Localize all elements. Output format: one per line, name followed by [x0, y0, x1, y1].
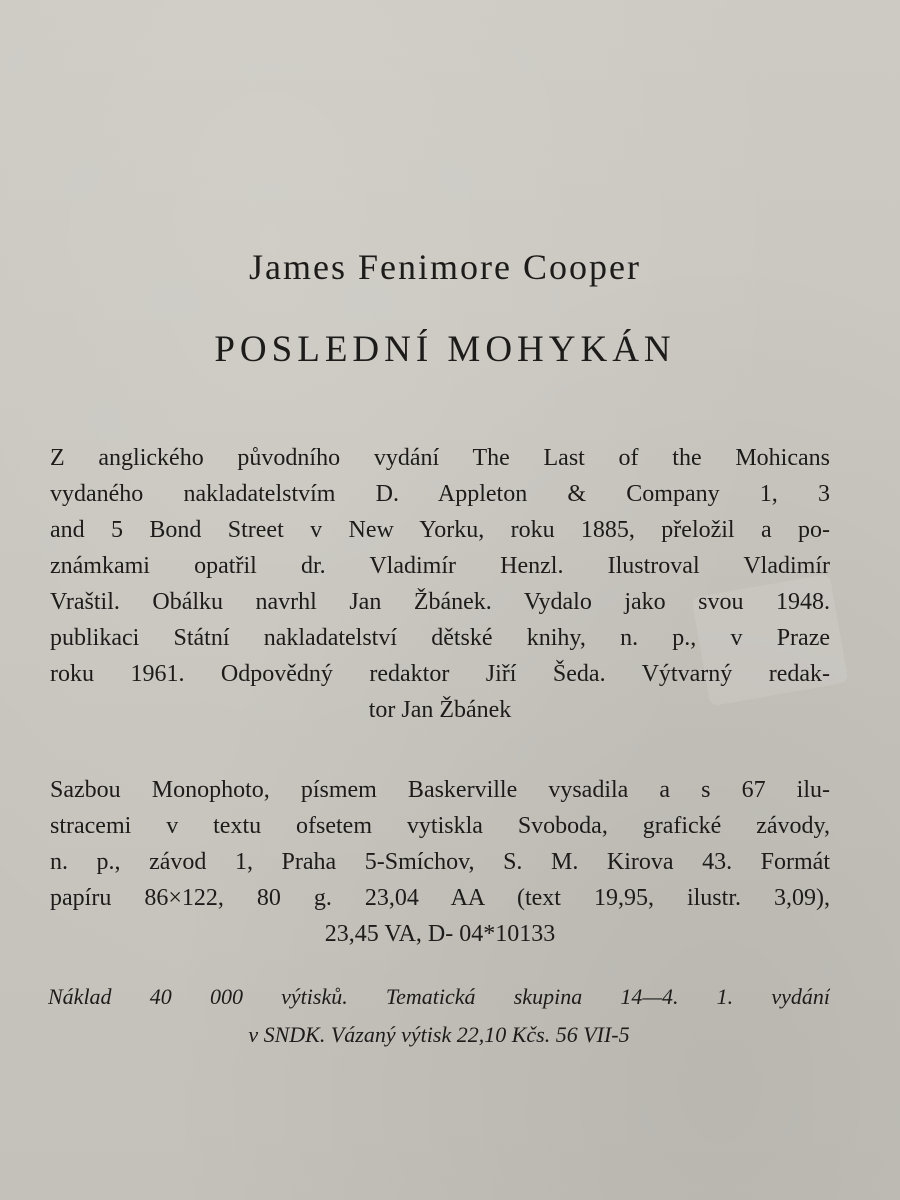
imprint-line: známkami opatřil dr. Vladimír Henzl. Ilustroval Vladimír: [50, 553, 830, 579]
edition-line: Náklad 40 000 výtisků. Tematická skupina 14—4. 1. vydání: [48, 984, 830, 1009]
imprint-line: tor Jan Žbánek: [368, 697, 512, 723]
imprint-line: vydaného nakladatelstvím D. Appleton & Company 1, 3: [50, 481, 830, 507]
edition-line: v SNDK. Vázaný výtisk 22,10 Kčs. 56 VII-5: [248, 1022, 630, 1047]
printing-line: Sazbou Monophoto, písmem Baskerville vysadila a s 67 ilu-: [50, 777, 830, 803]
edition-paragraph: [48, 978, 830, 1054]
imprint-line: Vraštil. Obálku navrhl Jan Žbánek. Vydalo jako svou 1948.: [50, 589, 830, 615]
imprint-line: and 5 Bond Street v New Yorku, roku 1885, přeložil a po-: [50, 517, 830, 543]
printing-line: n. p., závod 1, Praha 5-Smíchov, S. M. Kirova 43. Formát: [50, 849, 830, 875]
imprint-line: Z anglického původního vydání The Last of the Mohicans: [50, 445, 830, 471]
book-title: POSLEDNÍ MOHYKÁN: [214, 329, 676, 370]
printing-line: 23,45 VA, D- 04*10133: [324, 921, 556, 947]
imprint-paragraph: [50, 440, 830, 728]
printing-line: papíru 86×122, 80 g. 23,04 AA (text 19,95, ilustr. 3,09),: [50, 885, 830, 911]
imprint-line: roku 1961. Odpovědný redaktor Jiří Šeda. Výtvarný redak-: [50, 661, 830, 687]
printing-line: stracemi v textu ofsetem vytiskla Svoboda, grafické závody,: [50, 813, 830, 839]
imprint-line: publikaci Státní nakladatelství dětské knihy, n. p., v Praze: [50, 625, 830, 651]
book-author: James Fenimore Cooper: [249, 247, 641, 287]
printing-paragraph: [50, 772, 830, 952]
